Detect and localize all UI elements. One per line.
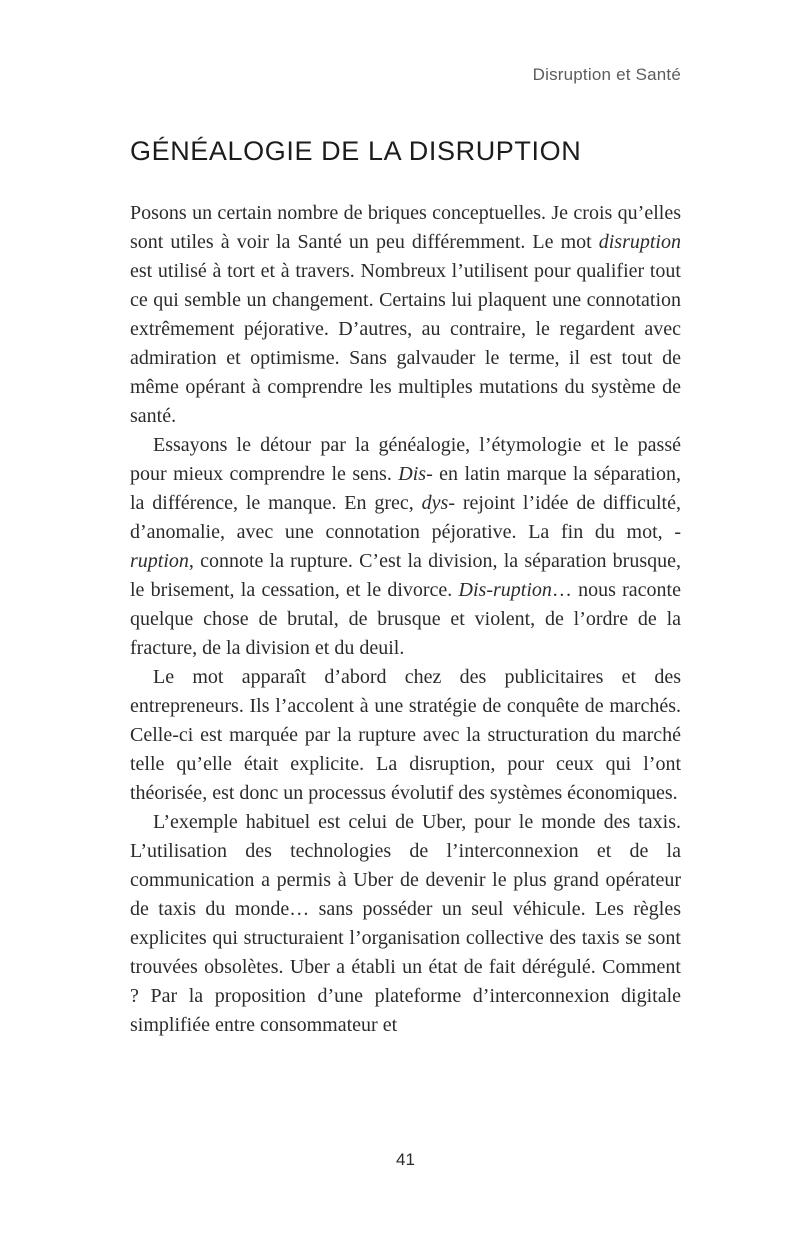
- text-run: rejoint l’idée de difficulté, d’anomalie, avec une connotation péjorative. La fin du mot,: [130, 492, 681, 543]
- paragraph-2: [130, 431, 681, 663]
- text-run: Posons un certain nombre de briques conceptuelles. Je crois qu’elles sont utiles à voir la Santé un peu différemment. Le mot: [130, 202, 681, 253]
- text-run: Le mot apparaît d’abord chez des publicitaires et des entrepreneurs. Ils l’accolent à une stratégie de conquête de marchés. Celle-ci est marquée par la rupture avec la structuration du marché telle qu’elle était explicite. La disruption, pour ceux qui l’ont théorisée, est donc un processus évolutif des systèmes économiques.: [130, 666, 681, 804]
- page-title: GÉNÉALOGIE DE LA DISRUPTION: [130, 136, 582, 166]
- italic-text-run: dys-: [421, 492, 455, 514]
- page-number: 41: [396, 1150, 415, 1169]
- text-run: , connote la rupture. C’est la division, la séparation brusque, le brisement, la cessation, et le divorce.: [130, 550, 681, 601]
- running-header: Disruption et Santé: [532, 65, 681, 84]
- italic-text-run: Dis-ruption: [458, 579, 552, 601]
- paragraph-4: [130, 808, 681, 1040]
- italic-text-run: -ruption: [130, 521, 681, 572]
- paragraph-3: [130, 663, 681, 808]
- paragraph-1: [130, 199, 681, 431]
- italic-text-run: Dis-: [398, 463, 433, 485]
- text-run: en latin marque la séparation, la différence, le manque. En grec,: [130, 463, 681, 514]
- italic-text-run: disruption: [598, 231, 681, 253]
- text-run: … nous raconte quelque chose de brutal, de brusque et violent, de l’ordre de la fracture, de la division et du deuil.: [130, 579, 681, 659]
- body-text: [130, 199, 681, 1040]
- text-run: est utilisé à tort et à travers. Nombreux l’utilisent pour qualifier tout ce qui semble un changement. Certains lui plaquent une connotation extrêmement péjorative. D’autres, au contraire, le regardent avec admiration et optimisme. Sans galvauder le terme, il est tout de même opérant à comprendre les multiples mutations du système de santé.: [130, 260, 681, 427]
- text-run: Essayons le détour par la généalogie, l’étymologie et le passé pour mieux comprendre le sens.: [130, 434, 681, 485]
- text-run: L’exemple habituel est celui de Uber, pour le monde des taxis. L’utilisation des technologies de l’interconnexion et de la communication a permis à Uber de devenir le plus grand opérateur de taxis du monde… sans posséder un seul véhicule. Les règles explicites qui structuraient l’organisation collective des taxis se sont trouvées obsolètes. Uber a établi un état de fait dérégulé. Comment ? Par la proposition d’une plateforme d’interconnexion digitale simplifiée entre consommateur et: [130, 811, 681, 1036]
- text-column: [130, 64, 681, 1040]
